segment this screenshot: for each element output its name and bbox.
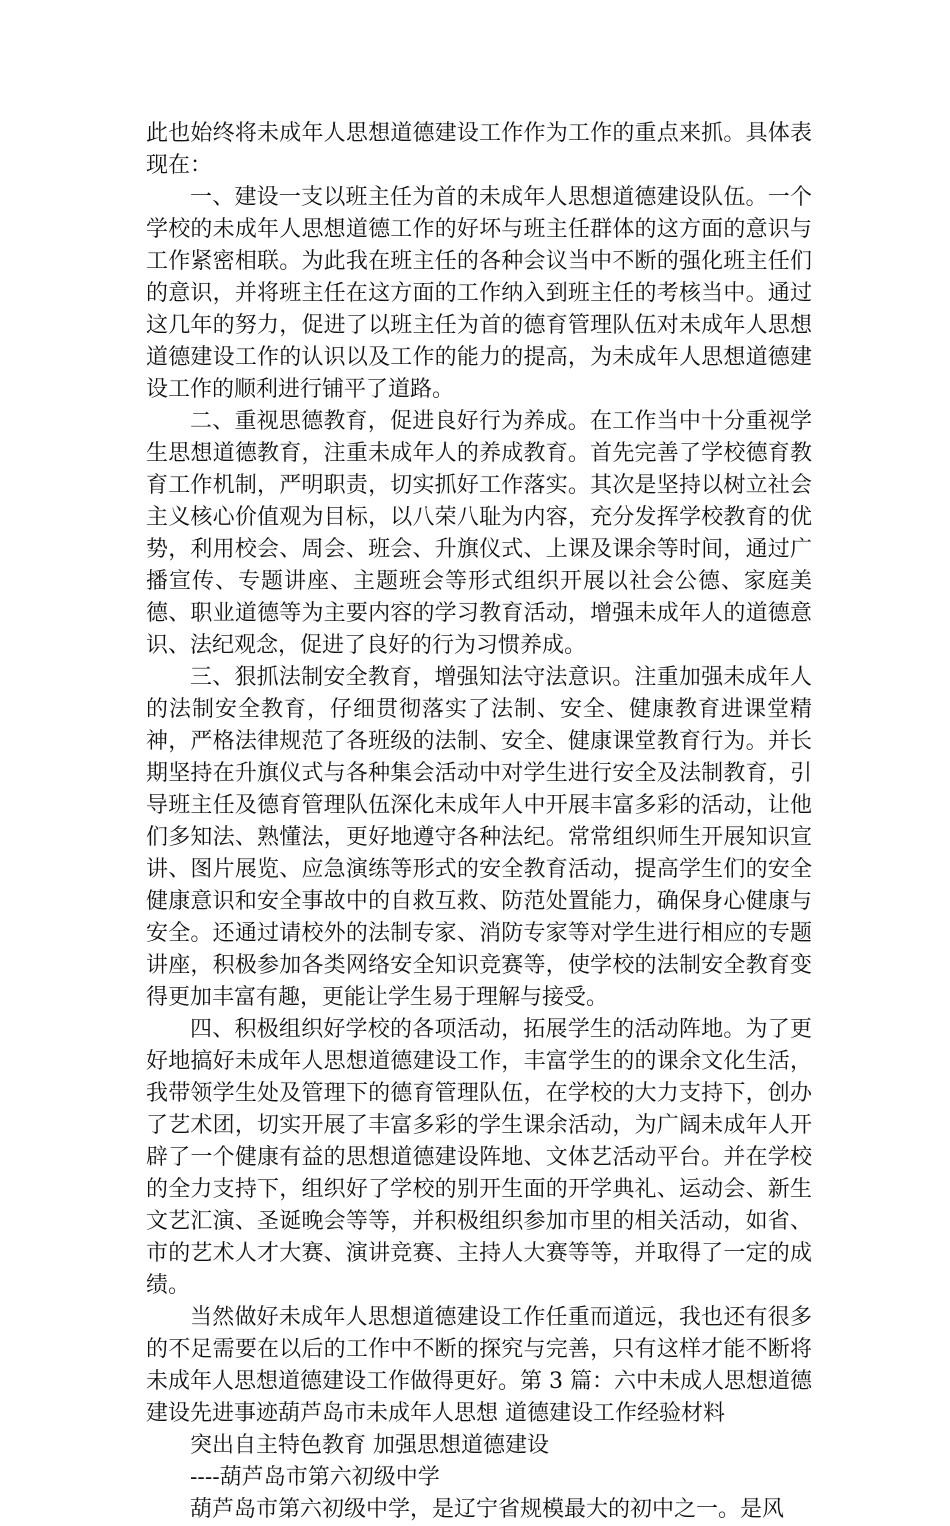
article-subtitle: 突出自主特色教育 加强思想道德建设 (190, 1433, 549, 1458)
paragraph-section-three: 三、狠抓法制安全教育，增强知法守法意识。注重加强未成年人的法制安全教育，仔细贯彻落实了法制、安全、健康教育进课堂精神，严格法律规范了各班级的法制、安全、健康课堂教育行为。并长期坚持在升旗仪式与各种集会活动中对学生进行安全及法制教育，引导班主任及德育管理队伍深化未成年人中开展丰富多彩的活动，让他们多知法、熟懂法，更好地遵守各种法纪。常常组织师生开展知识宣讲、图片展览、应急演练等形式的安全教育活动，提高学生们的安全健康意识和安全事故中的自救互救、防范处置能力，确保身心健康与安全。还通过请校外的法制专家、消防专家等对学生进行相应的专题讲座，积极参加各类网络安全知识竞赛等，使学校的法制安全教育变得更加丰富有趣，更能让学生易于理解与接受。 (146, 665, 812, 1010)
article-byline: ----葫芦岛市第六初级中学 (190, 1465, 440, 1490)
paragraph-school-intro: 葫芦岛市第六初级中学，是辽宁省规模最大的初中之一。是风 (190, 1497, 785, 1522)
paragraph-conclusion: 当然做好未成年人思想道德建设工作任重而道远，我也还有很多的不足需要在以后的工作中不断的探究与完善，只有这样才能不断将未成年人思想道德建设工作做得更好。第 3 篇：六中未成人思想道德建设先进事迹葫芦岛市未成年人思想 道德建设工作经验材料 (146, 1305, 812, 1426)
paragraph-section-two: 二、重视思德教育，促进良好行为养成。在工作当中十分重视学生思想道德教育，注重未成年人的养成教育。首先完善了学校德育教育工作机制，严明职责，切实抓好工作落实。其次是坚持以树立社会主义核心价值观为目标，以八荣八耻为内容，充分发挥学校教育的优势，利用校会、周会、班会、升旗仪式、上课及课余等时间，通过广播宣传、专题讲座、主题班会等形式组织开展以社会公德、家庭美德、职业道德等为主要内容的学习教育活动，增强未成年人的道德意识、法纪观念，促进了良好的行为习惯养成。 (146, 409, 812, 658)
paragraph-section-four: 四、积极组织好学校的各项活动，拓展学生的活动阵地。为了更好地搞好未成年人思想道德建设工作，丰富学生的的课余文化生活，我带领学生处及管理下的德育管理队伍，在学校的大力支持下，创办了艺术团，切实开展了丰富多彩的学生课余活动，为广阔未成年人开辟了一个健康有益的思想道德建设阵地、文体艺活动平台。并在学校的全力支持下，组织好了学校的别开生面的开学典礼、运动会、新生文艺汇演、圣诞晚会等等，并积极组织参加市里的相关活动，如省、市的艺术人才大赛、演讲竞赛、主持人大赛等等，并取得了一定的成绩。 (146, 1017, 812, 1298)
paragraph-intro: 此也始终将未成年人思想道德建设工作作为工作的重点来抓。具体表现在： (146, 121, 812, 178)
paragraph-section-one: 一、建设一支以班主任为首的未成年人思想道德建设队伍。一个学校的未成年人思想道德工作的好坏与班主任群体的这方面的意识与工作紧密相联。为此我在班主任的各种会议当中不断的强化班主任们的意识，并将班主任在这方面的工作纳入到班主任的考核当中。通过这几年的努力，促进了以班主任为首的德育管理队伍对未成年人思想道德建设工作的认识以及工作的能力的提高，为未成年人思想道德建设工作的顺利进行铺平了道路。 (146, 185, 812, 402)
document-body (146, 118, 812, 1526)
